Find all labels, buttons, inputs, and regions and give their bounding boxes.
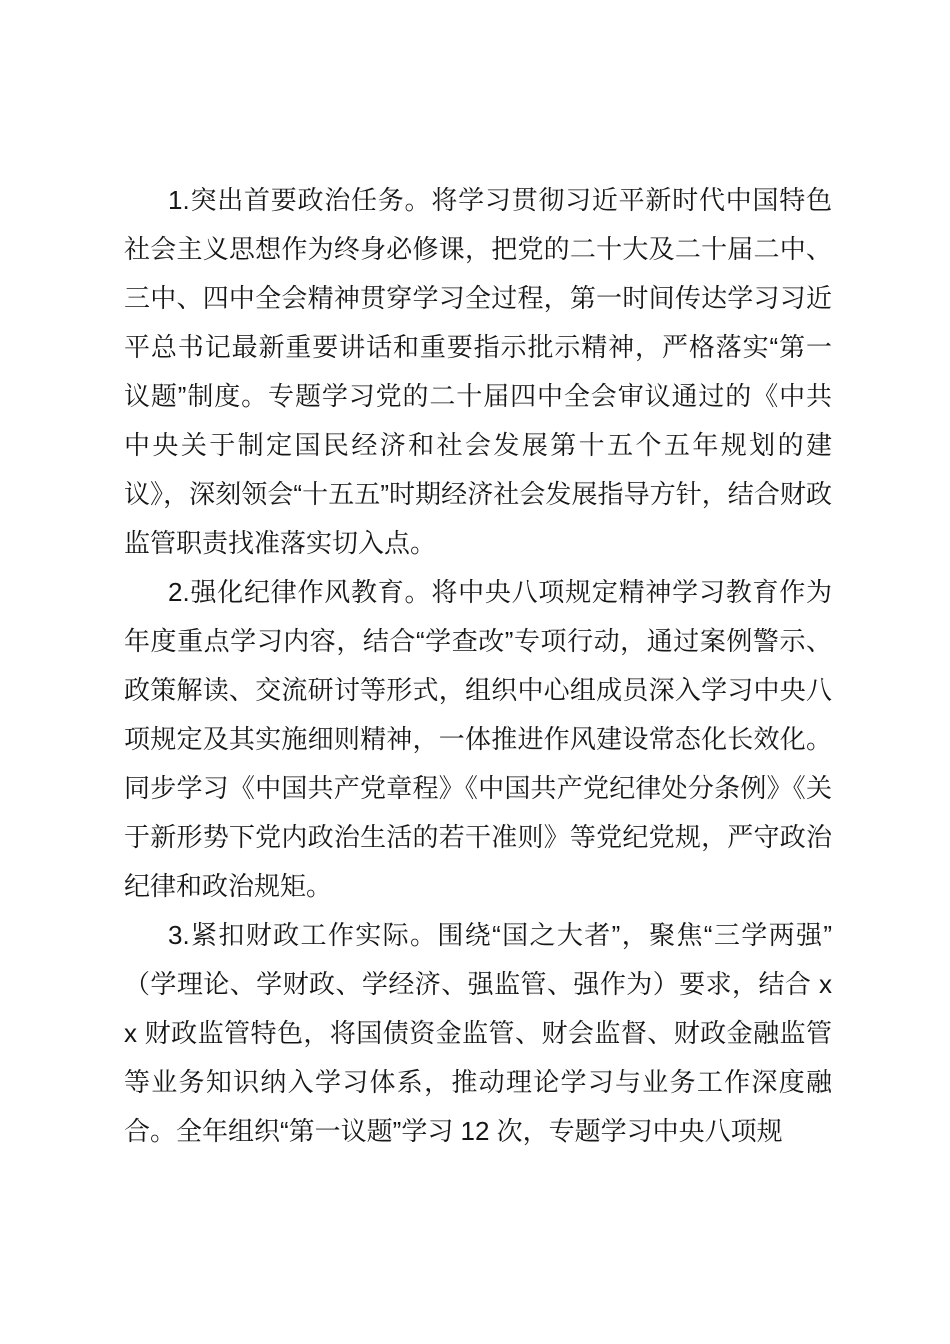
paragraph-3: 3.紧扣财政工作实际。围绕“国之大者”，聚焦“三学两强”（学理论、学财政、学经济、强监管、强作为）要求，结合 xx 财政监管特色，将国债资金监管、财会监督、财政金融监管等业务知识纳入学习体系，推动理论学习与业务工作深度融合。全年组织“第一议题”学习 12 次，专题学习中央八项规 [124,920,832,1146]
document-text-body [124,176,832,1156]
paragraph-1: 1.突出首要政治任务。将学习贯彻习近平新时代中国特色社会主义思想作为终身必修课，把党的二十大及二十届二中、三中、四中全会精神贯穿学习全过程，第一时间传达学习习近平总书记最新重要讲话和重要指示批示精神，严格落实“第一议题”制度。专题学习党的二十届四中全会审议通过的《中共中央关于制定国民经济和社会发展第十五个五年规划的建议》，深刻领会“十五五”时期经济社会发展指导方针，结合财政监管职责找准落实切入点。 [124,185,832,558]
paragraph-2: 2.强化纪律作风教育。将中央八项规定精神学习教育作为年度重点学习内容，结合“学查改”专项行动，通过案例警示、政策解读、交流研讨等形式，组织中心组成员深入学习中央八项规定及其实施细则精神，一体推进作风建设常态化长效化。同步学习《中国共产党章程》《中国共产党纪律处分条例》《关于新形势下党内政治生活的若干准则》等党纪党规，严守政治纪律和政治规矩。 [124,577,832,901]
